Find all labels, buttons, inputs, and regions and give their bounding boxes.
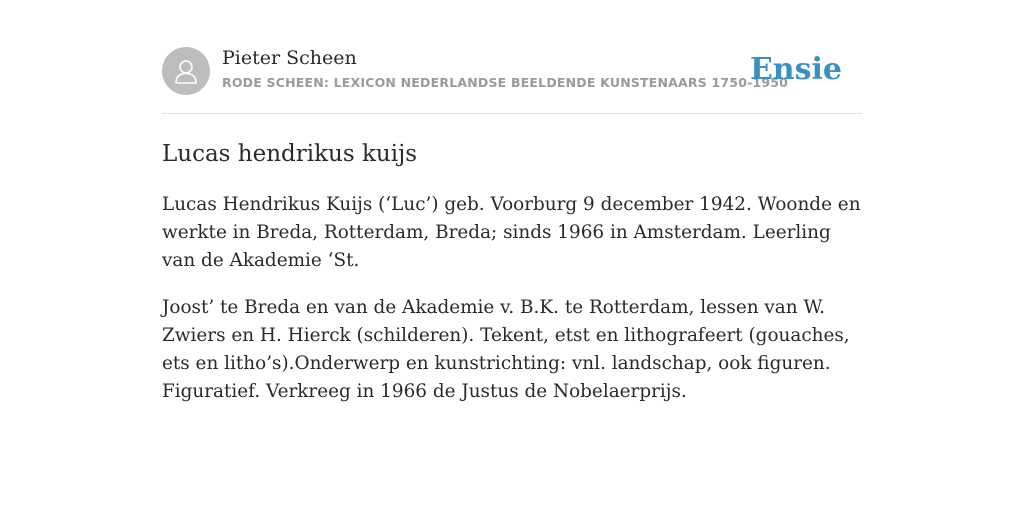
article-title: Lucas hendrikus kuijs	[162, 141, 418, 167]
source-title[interactable]: RODE SCHEEN: LEXICON NEDERLANDSE BEELDENDE KUNSTENAARS 1750-1950	[222, 75, 789, 90]
author-name[interactable]: Pieter Scheen	[222, 47, 357, 69]
article-header	[162, 0, 862, 114]
user-silhouette-icon	[171, 56, 201, 86]
article-paragraph: Joost’ te Breda en van de Akademie v. B.K. te Rotterdam, lessen van W. Zwiers en H. Hierck (schilderen). Tekent, etst en lithografeert (gouaches, ets en litho’s).Onderwerp en kunstrichting: vnl. landschap, ook figuren. Figuratief. Verkreeg in 1966 de Justus de Nobelaerprijs.	[162, 297, 850, 402]
user-avatar-icon	[162, 47, 210, 95]
article-card	[162, 0, 862, 406]
brand-logo[interactable]: Ensie	[749, 52, 842, 87]
article-paragraph: Lucas Hendrikus Kuijs (‘Luc’) geb. Voorburg 9 december 1942. Woonde en werkte in Breda, Rotterdam, Breda; sinds 1966 in Amsterdam. Leerling van de Akademie ‘St.	[162, 194, 861, 271]
